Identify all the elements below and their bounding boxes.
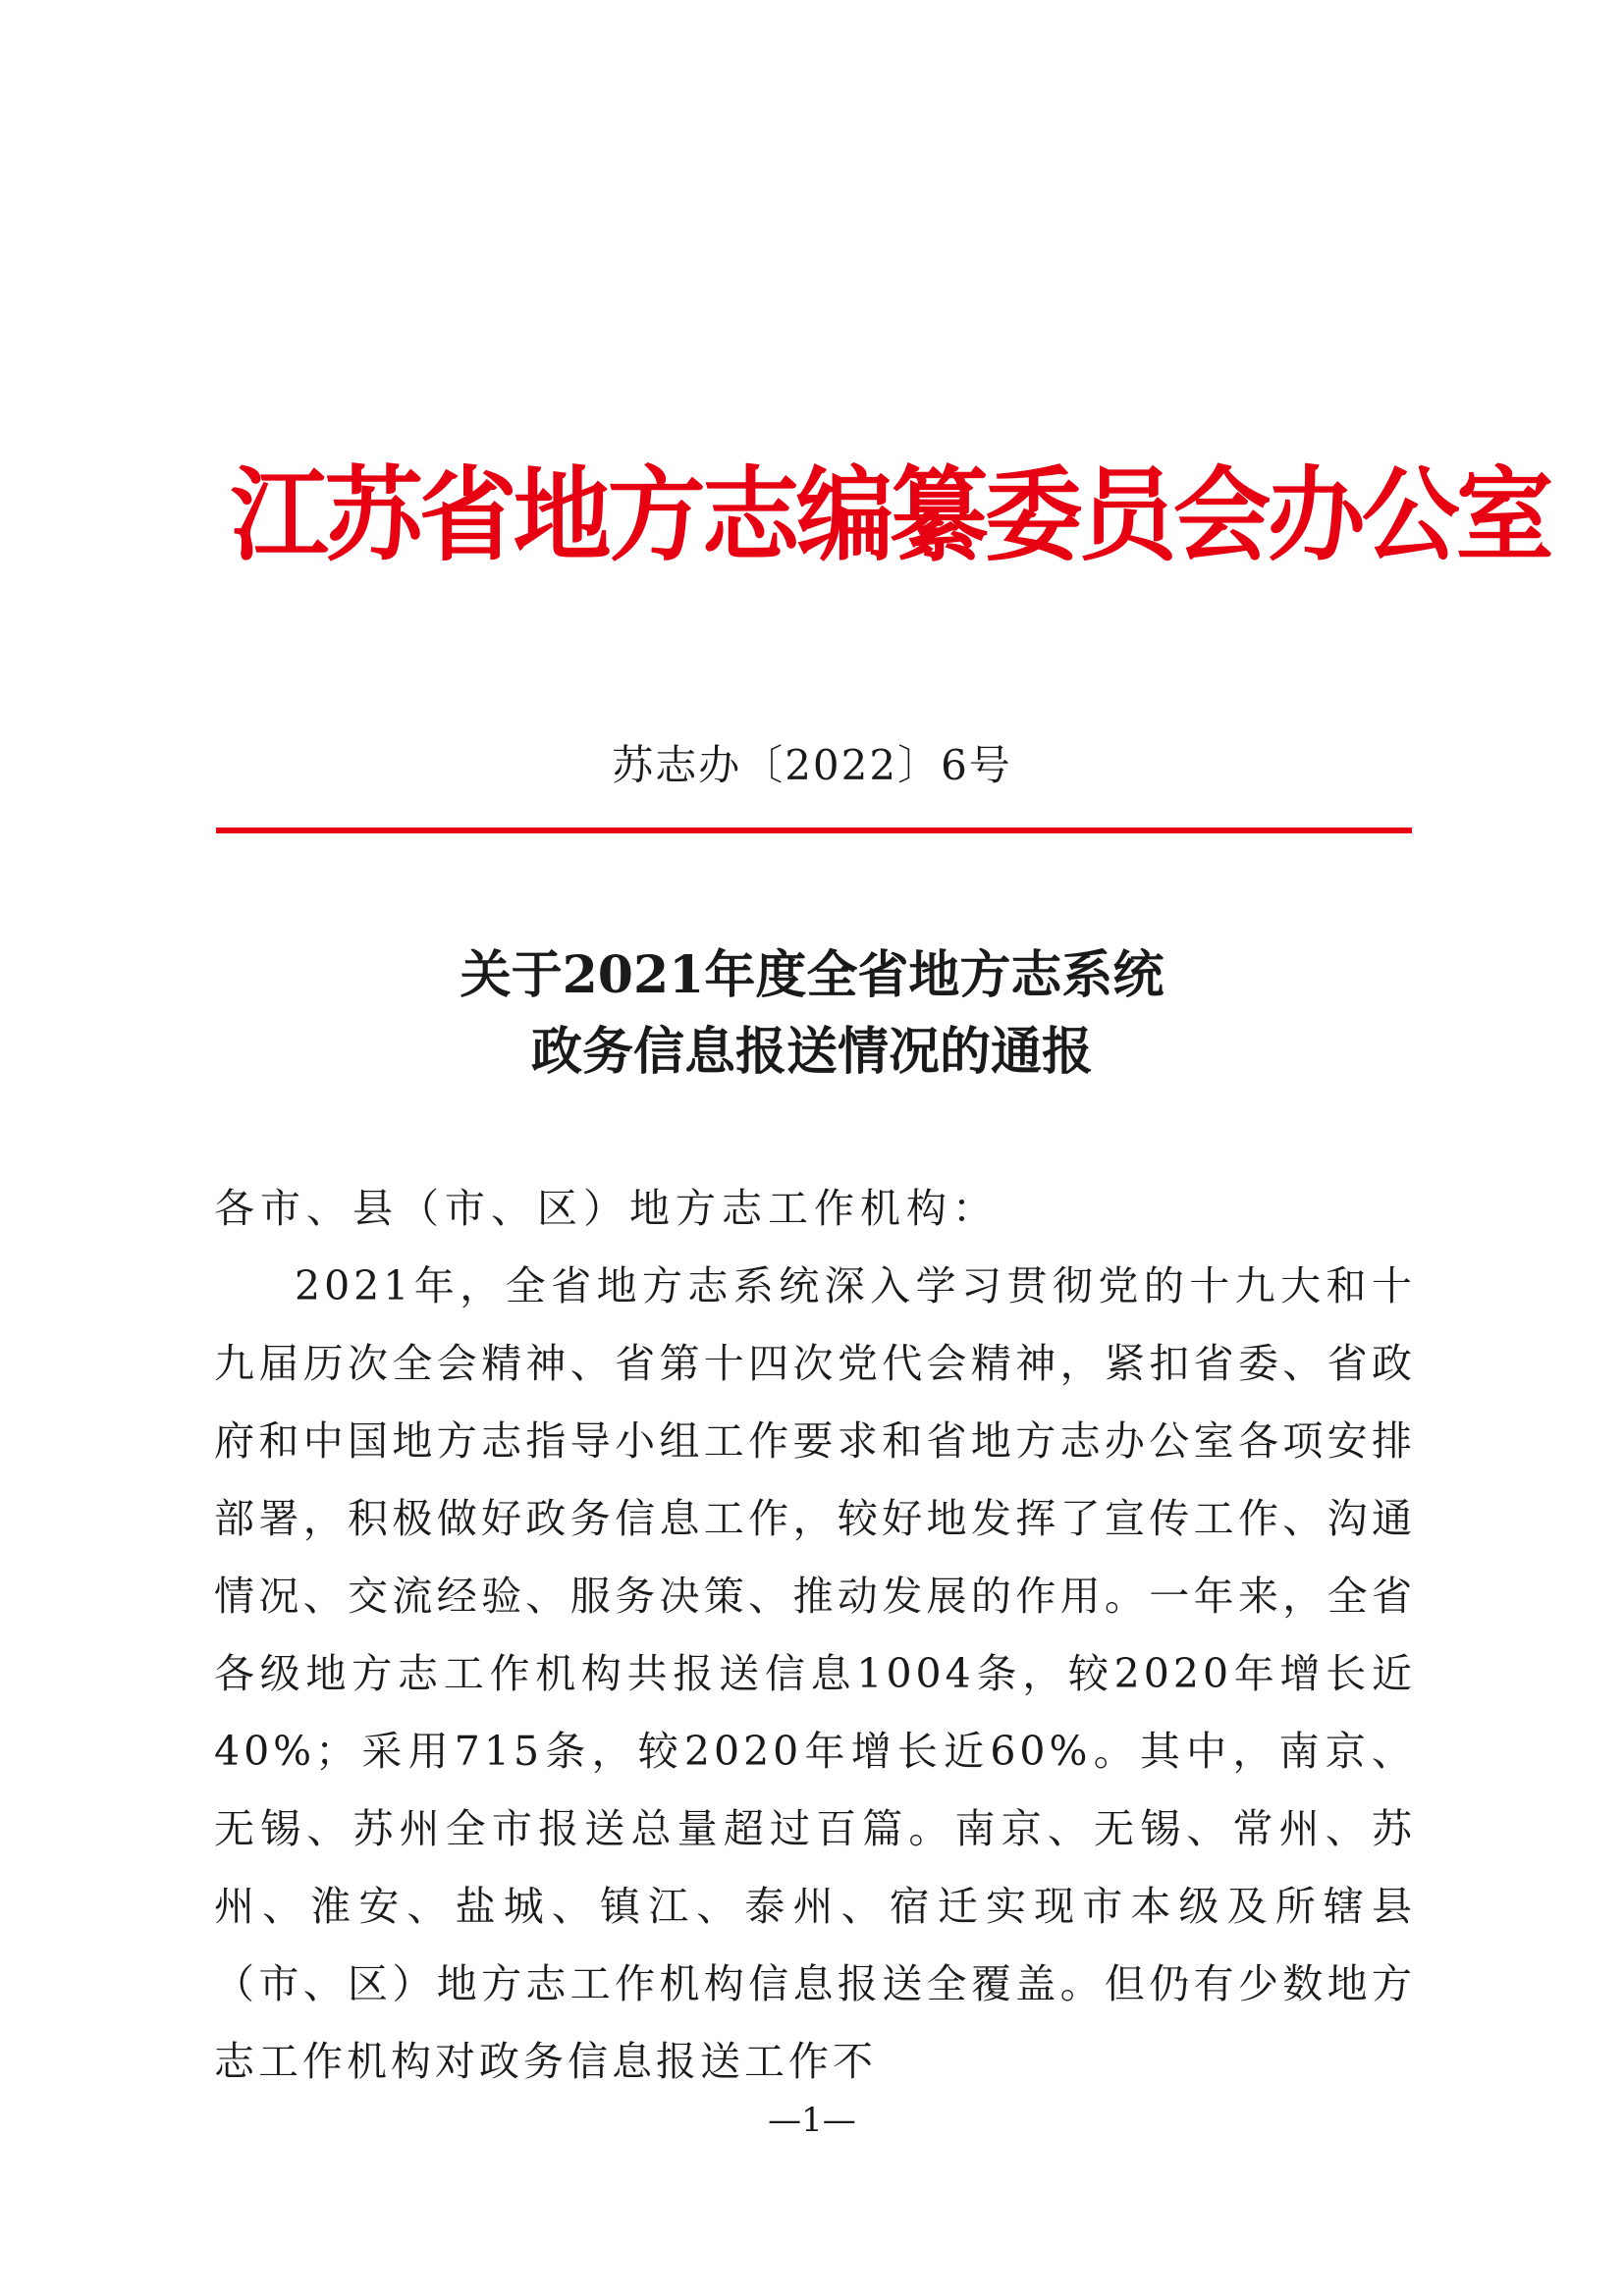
salutation: 各市、县（市、区）地方志工作机构： bbox=[214, 1185, 999, 1232]
notice-title-line-2: 政务信息报送情况的通报 bbox=[530, 1022, 1093, 1082]
document-number: 苏志办〔2022〕6号 bbox=[612, 741, 1012, 789]
notice-title-line-1: 关于2021年度全省地方志系统 bbox=[460, 945, 1164, 1005]
agency-header-title: 江苏省地方志编纂委员会办公室 bbox=[230, 454, 1550, 575]
red-divider-line bbox=[216, 828, 1412, 833]
body-paragraph: 2021年，全省地方志系统深入学习贯彻党的十九大和十九届历次全会精神、省第十四次党代会精神，紧扣省委、省政府和中国地方志指导小组工作要求和省地方志办公室各项安排部署，积极做好政务信息工作，较好地发挥了宣传工作、沟通情况、交流经验、服务决策、推动发展的作用。一年来，全省各级地方志工作机构共报送信息1004条，较2020年增长近40%；采用715条，较2020年增长近60%。其中，南京、无锡、苏州全市报送总量超过百篇。南京、无锡、常州、苏州、淮安、盐城、镇江、泰州、宿迁实现市本级及所辖县（市、区）地方志工作机构信息报送全覆盖。但仍有少数地方志工作机构对政务信息报送工作不 bbox=[214, 1262, 1416, 2085]
notice-title bbox=[0, 937, 1624, 1091]
body-text bbox=[214, 1170, 1416, 2101]
page-number: —1— bbox=[768, 2101, 856, 2140]
